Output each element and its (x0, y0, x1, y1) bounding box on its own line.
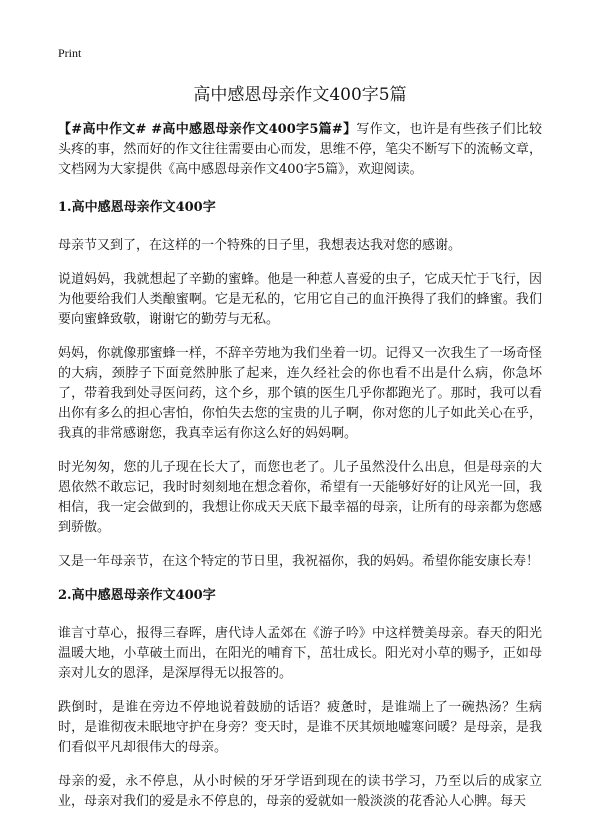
intro-text: 写作文，也许是有些孩子们比较头疼的事，然而好的作文往往需要由心而发，思维不停，笔尖不断写下的流畅文章，文档网为大家提供《高中感恩母亲作文400字5篇》，欢迎阅读。 (58, 122, 542, 177)
article-body (58, 120, 542, 826)
paragraph: 时光匆匆，您的儿子现在长大了，而您也老了。儿子虽然没什么出息，但是母亲的大恩依然不敢忘记，我时时刻刻地在想念着你，希望有一天能够好好的让风光一回，我相信，我一定会做到的，我想让你成天天底下最幸福的母亲，让所有的母亲都为您感到骄傲。 (58, 460, 542, 535)
page-title: 高中感恩母亲作文400字5篇 (193, 85, 407, 105)
paragraph: 说道妈妈，我就想起了辛勤的蜜蜂。他是一种惹人喜爱的虫子，它成天忙于飞行，因为他要给我们人类酿蜜啊。它是无私的，它用它自己的血汗换得了我们的蜂蜜。我们要向蜜蜂致敬，谢谢它的勤劳与无私。 (58, 272, 542, 327)
paragraph: 母亲节又到了，在这样的一个特殊的日子里，我想表达我对您的感谢。 (58, 238, 462, 253)
paragraph: 妈妈，你就像那蜜蜂一样，不辞辛劳地为我们坐着一切。记得又一次我生了一场奇怪的大病，颈脖子下面竟然肿胀了起来，连久经社会的你也看不出是什么病，你急坏了，带着我到处寻医问药，这个乡，那个镇的医生几乎你都跑光了。那时，我可以看出你有多么的担心害怕，你怕失去您的宝贵的儿子啊，你对您的儿子如此关心在乎，我真的非常感谢您，我真幸运有你这么好的妈妈啊。 (58, 346, 542, 441)
section-heading-1: 1.高中感恩母亲作文400字 (58, 200, 216, 215)
intro-tag: 【#高中作文# #高中感恩母亲作文400字5篇#】 (58, 122, 357, 137)
paragraph: 谁言寸草心，报得三春晖，唐代诗人孟郊在《游子吟》中这样赞美母亲。春天的阳光温暖大地，小草破土而出，在阳光的哺育下，茁壮成长。阳光对小草的赐予，正如母亲对儿女的恩泽，是深厚得无以报答的。 (58, 626, 542, 681)
print-label: Print (58, 46, 82, 60)
section-heading-2: 2.高中感恩母亲作文400字 (58, 588, 216, 603)
paragraph: 又是一年母亲节，在这个特定的节日里，我祝福你，我的妈妈。希望你能安康长寿！ (58, 554, 540, 569)
paragraph: 母亲的爱，永不停息，从小时候的牙牙学语到现在的读书学习，乃至以后的成家立业，母亲对我们的爱是永不停息的，母亲的爱就如一般淡淡的花香沁人心脾。每天 (58, 774, 542, 809)
intro-paragraph (58, 120, 542, 180)
paragraph: 跌倒时，是谁在旁边不停地说着鼓励的话语？疲惫时，是谁端上了一碗热汤？生病时，是谁彻夜未眠地守护在身旁？变天时，是谁不厌其烦地嘘寒问暖？是母亲，是我们看似平凡却很伟大的母亲。 (58, 700, 542, 755)
